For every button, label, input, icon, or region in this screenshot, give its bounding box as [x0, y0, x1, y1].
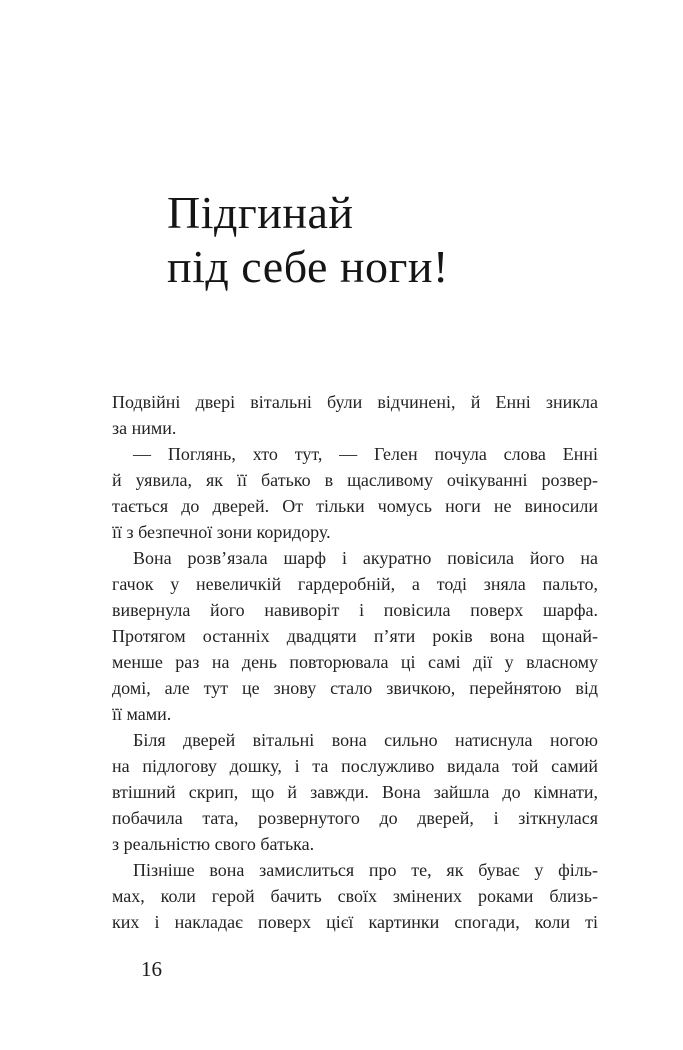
text-line: Протягом останніх двадцяти п’яти років вона щонай- — [112, 626, 598, 646]
text-line: ких і накладає поверх цієї картинки спогади, коли ті — [112, 912, 598, 932]
text-line: Біля дверей вітальні вона сильно натиснула ногою — [133, 730, 598, 750]
text-line: на підлогову дошку, і та послужливо видала той самий — [112, 756, 598, 776]
text-line: Подвійні двері вітальні були відчинені, й Енні зникла — [112, 392, 598, 412]
text-line: менше раз на день повторювала ці самі дії у власному — [112, 652, 598, 672]
chapter-title-line: під себе ноги! — [167, 241, 449, 292]
text-line: й уявила, як її батько в щасливому очікуванні розвер- — [112, 470, 598, 490]
text-line: її мами. — [112, 704, 172, 724]
text-line: Пізніше вона замислиться про те, як буває у філь- — [133, 860, 598, 880]
text-line: вивернула його навиворіт і повісила поверх шарфа. — [112, 600, 598, 620]
chapter-title — [167, 186, 449, 294]
text-line: домі, але тут це знову стало звичкою, перейнятою від — [112, 678, 598, 698]
text-line: за ними. — [112, 418, 177, 438]
body-text — [112, 389, 598, 935]
text-line: — Поглянь, хто тут, — Гелен почула слова Енні — [133, 444, 598, 464]
text-line: Вона розв’язала шарф і акуратно повісила його на — [133, 548, 598, 568]
text-line: гачок у невеличкій гардеробній, а тоді зняла пальто, — [112, 574, 598, 594]
text-line: втішний скрип, що й завжди. Вона зайшла до кімнати, — [112, 782, 598, 802]
text-line: тається до дверей. От тільки чомусь ноги не виносили — [112, 496, 598, 516]
text-line: мах, коли герой бачить своїх змінених роками близь- — [112, 886, 598, 906]
text-line: побачила тата, розвернутого до дверей, і зіткнулася — [112, 808, 598, 828]
text-line: її з безпечної зони коридору. — [112, 522, 331, 542]
chapter-title-line: Підгинай — [167, 187, 354, 238]
text-line: з реальністю свого батька. — [112, 834, 315, 854]
page-number: 16 — [141, 957, 162, 981]
